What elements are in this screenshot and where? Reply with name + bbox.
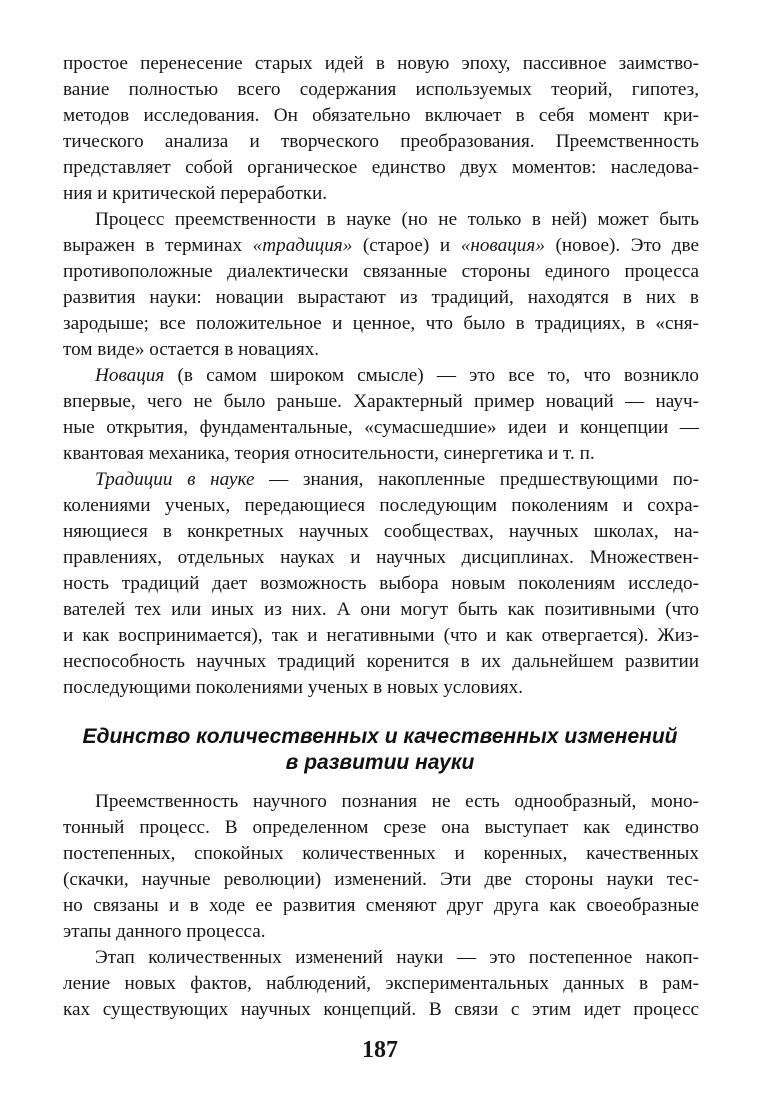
text-line: (скачки, научные революции) изменений. Эти две стороны науки тес-	[63, 869, 699, 890]
text-line: колениями ученых, передающиеся последующим поколениям и сохра-	[63, 495, 699, 516]
text-line: тонный процесс. В определенном срезе она выступает как единство	[63, 817, 699, 838]
text-line: развития науки: новации вырастают из традиций, находятся в них в	[63, 287, 699, 308]
text-line: Традиции в науке — знания, накопленные предшествующими по-	[95, 469, 699, 490]
text-line: няющиеся в конкретных научных сообществах, научных школах, на-	[63, 521, 699, 542]
text-line: зародыше; все положительное и ценное, что было в традициях, в «сня-	[63, 313, 699, 334]
text-line: ния и критической переработки.	[63, 183, 328, 204]
text-line: ление новых фактов, наблюдений, экспериментальных данных в рам-	[63, 973, 699, 994]
text-line: вателей тех или иных из них. А они могут быть как позитивными (что	[63, 599, 699, 620]
text-line: Этап количественных изменений науки — это постепенное накоп-	[95, 947, 699, 968]
text-line: вание полностью всего содержания используемых теорий, гипотез,	[63, 79, 699, 100]
text-line: тического анализа и творческого преобразования. Преемственность	[63, 131, 699, 152]
text-line: ные открытия, фундаментальные, «сумасшедшие» идеи и концепции —	[63, 417, 699, 438]
text-line: простое перенесение старых идей в новую эпоху, пассивное заимство-	[63, 53, 699, 74]
text-line: Преемственность научного познания не есть однообразный, моно-	[95, 791, 699, 812]
text-line: впервые, чего не было раньше. Характерный пример новаций — науч-	[63, 391, 699, 412]
text-line: выражен в терминах «традиция» (старое) и «новация» (новое). Это две	[63, 235, 700, 256]
page-number: 187	[362, 1037, 398, 1063]
text-line: правлениях, отдельных науках и научных дисциплинах. Множествен-	[63, 547, 699, 568]
term-novation: Новация	[95, 365, 165, 386]
text-line: Новация (в самом широком смысле) — это все то, что возникло	[95, 365, 699, 386]
text-line: неспособность научных традиций коренится в их дальнейшем развитии	[63, 651, 699, 672]
term-innovation: «новация»	[460, 235, 545, 256]
term-tradition: «традиция»	[252, 235, 353, 256]
text-line: но связаны и в ходе ее развития сменяют друг друга как своеобразные	[63, 895, 699, 916]
text-line: методов исследования. Он обязательно включает в себя момент кри-	[63, 105, 699, 126]
term-traditions-in-science: Традиции в науке	[95, 469, 255, 490]
text-line: противоположные диалектически связанные стороны единого процесса	[63, 261, 699, 282]
text-line: постепенных, спокойных количественных и коренных, качественных	[63, 843, 699, 864]
text-line: этапы данного процесса.	[63, 921, 266, 942]
text-line: ность традиций дает возможность выбора новым поколениям исследо-	[63, 573, 699, 594]
text-line: представляет собой органическое единство двух моментов: наследова-	[63, 157, 699, 178]
text-line: и как воспринимается), так и негативными (что и как отвергается). Жиз-	[63, 625, 699, 646]
section-heading-line-2: в развитии науки	[285, 751, 475, 774]
text-line: Процесс преемственности в науке (но не только в ней) может быть	[95, 209, 699, 230]
text-line: последующими поколениями ученых в новых условиях.	[63, 677, 524, 698]
text-line: квантовая механика, теория относительности, синергетика и т. п.	[63, 443, 595, 464]
text-line: том виде» остается в новациях.	[63, 339, 320, 360]
section-heading-line-1: Единство количественных и качественных изменений	[82, 725, 678, 748]
text-line: ках существующих научных концепций. В связи с этим идет процесс	[63, 999, 699, 1020]
